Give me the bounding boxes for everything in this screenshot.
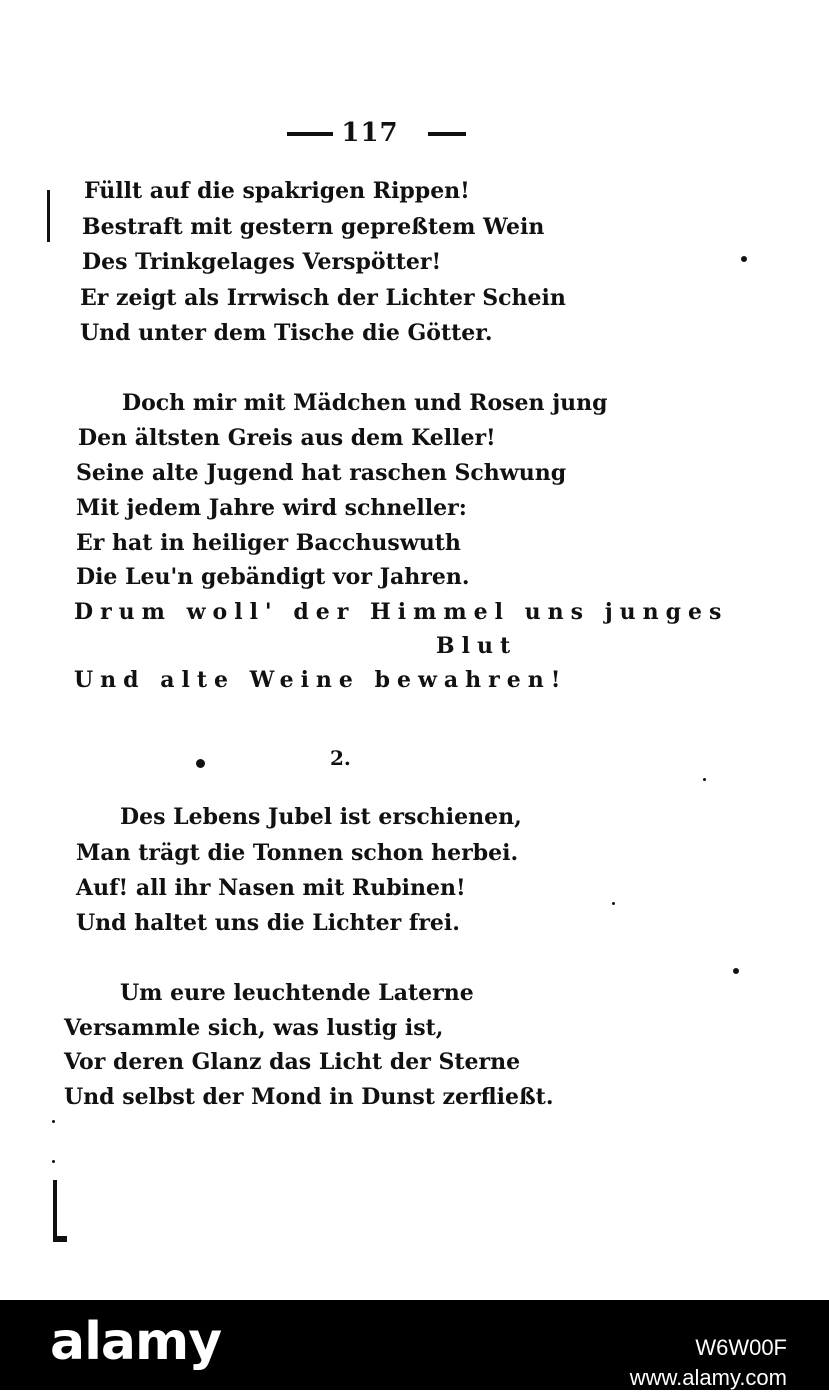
ink-speck — [741, 256, 747, 262]
verse-line: Bestraft mit gestern gepreßtem Wein — [82, 214, 545, 240]
verse-line: Er zeigt als Irrwisch der Lichter Schein — [80, 285, 566, 311]
page-header — [0, 118, 829, 148]
verse-line: Und unter dem Tische die Götter. — [80, 320, 493, 346]
verse-line: Die Leu'n gebändigt vor Jahren. — [76, 564, 470, 590]
site-url: www.alamy.com — [629, 1365, 787, 1390]
verse-line: Und selbst der Mond in Dunst zerfließt. — [64, 1084, 554, 1110]
verse-line: Und alte Weine bewahren! — [74, 667, 568, 693]
watermark-text — [630, 1333, 787, 1393]
ink-speck — [612, 902, 615, 905]
right-dash — [428, 132, 466, 136]
verse-line: Des Trinkgelages Verspötter! — [82, 249, 442, 275]
ink-speck — [703, 778, 706, 781]
verse-line: Vor deren Glanz das Licht der Sterne — [64, 1049, 521, 1075]
page-number: 117 — [341, 118, 399, 148]
section-number: 2. — [330, 746, 351, 770]
verse-line: Seine alte Jugend hat raschen Schwung — [76, 460, 567, 486]
watermark-bar — [0, 1300, 829, 1390]
verse-line: Versammle sich, was lustig ist, — [64, 1015, 444, 1041]
margin-mark — [53, 1180, 57, 1238]
verse-line: Drum woll' der Himmel uns junges — [74, 599, 729, 625]
verse-line: Den ältsten Greis aus dem Keller! — [78, 425, 496, 451]
ink-speck — [196, 759, 205, 768]
margin-mark — [53, 1236, 67, 1242]
margin-mark — [47, 190, 50, 242]
image-id: W6W00F — [695, 1335, 787, 1360]
verse-line: Doch mir mit Mädchen und Rosen jung — [122, 390, 608, 416]
left-dash — [287, 132, 333, 136]
verse-line: Des Lebens Jubel ist erschienen, — [120, 804, 522, 830]
verse-line: Und haltet uns die Lichter frei. — [76, 910, 460, 936]
ink-speck — [52, 1120, 55, 1123]
verse-line: Auf! all ihr Nasen mit Rubinen! — [76, 875, 466, 901]
verse-line: Mit jedem Jahre wird schneller: — [76, 495, 467, 521]
verse-line: Man trägt die Tonnen schon herbei. — [76, 840, 519, 866]
verse-line: Er hat in heiliger Bacchuswuth — [76, 530, 461, 556]
verse-line: Um eure leuchtende Laterne — [120, 980, 474, 1006]
verse-line-continuation: Blut — [436, 633, 518, 659]
verse-line: Füllt auf die spakrigen Rippen! — [84, 178, 470, 204]
ink-speck — [52, 1160, 55, 1163]
ink-speck — [733, 968, 739, 974]
watermark-logo: alamy — [50, 1312, 222, 1372]
